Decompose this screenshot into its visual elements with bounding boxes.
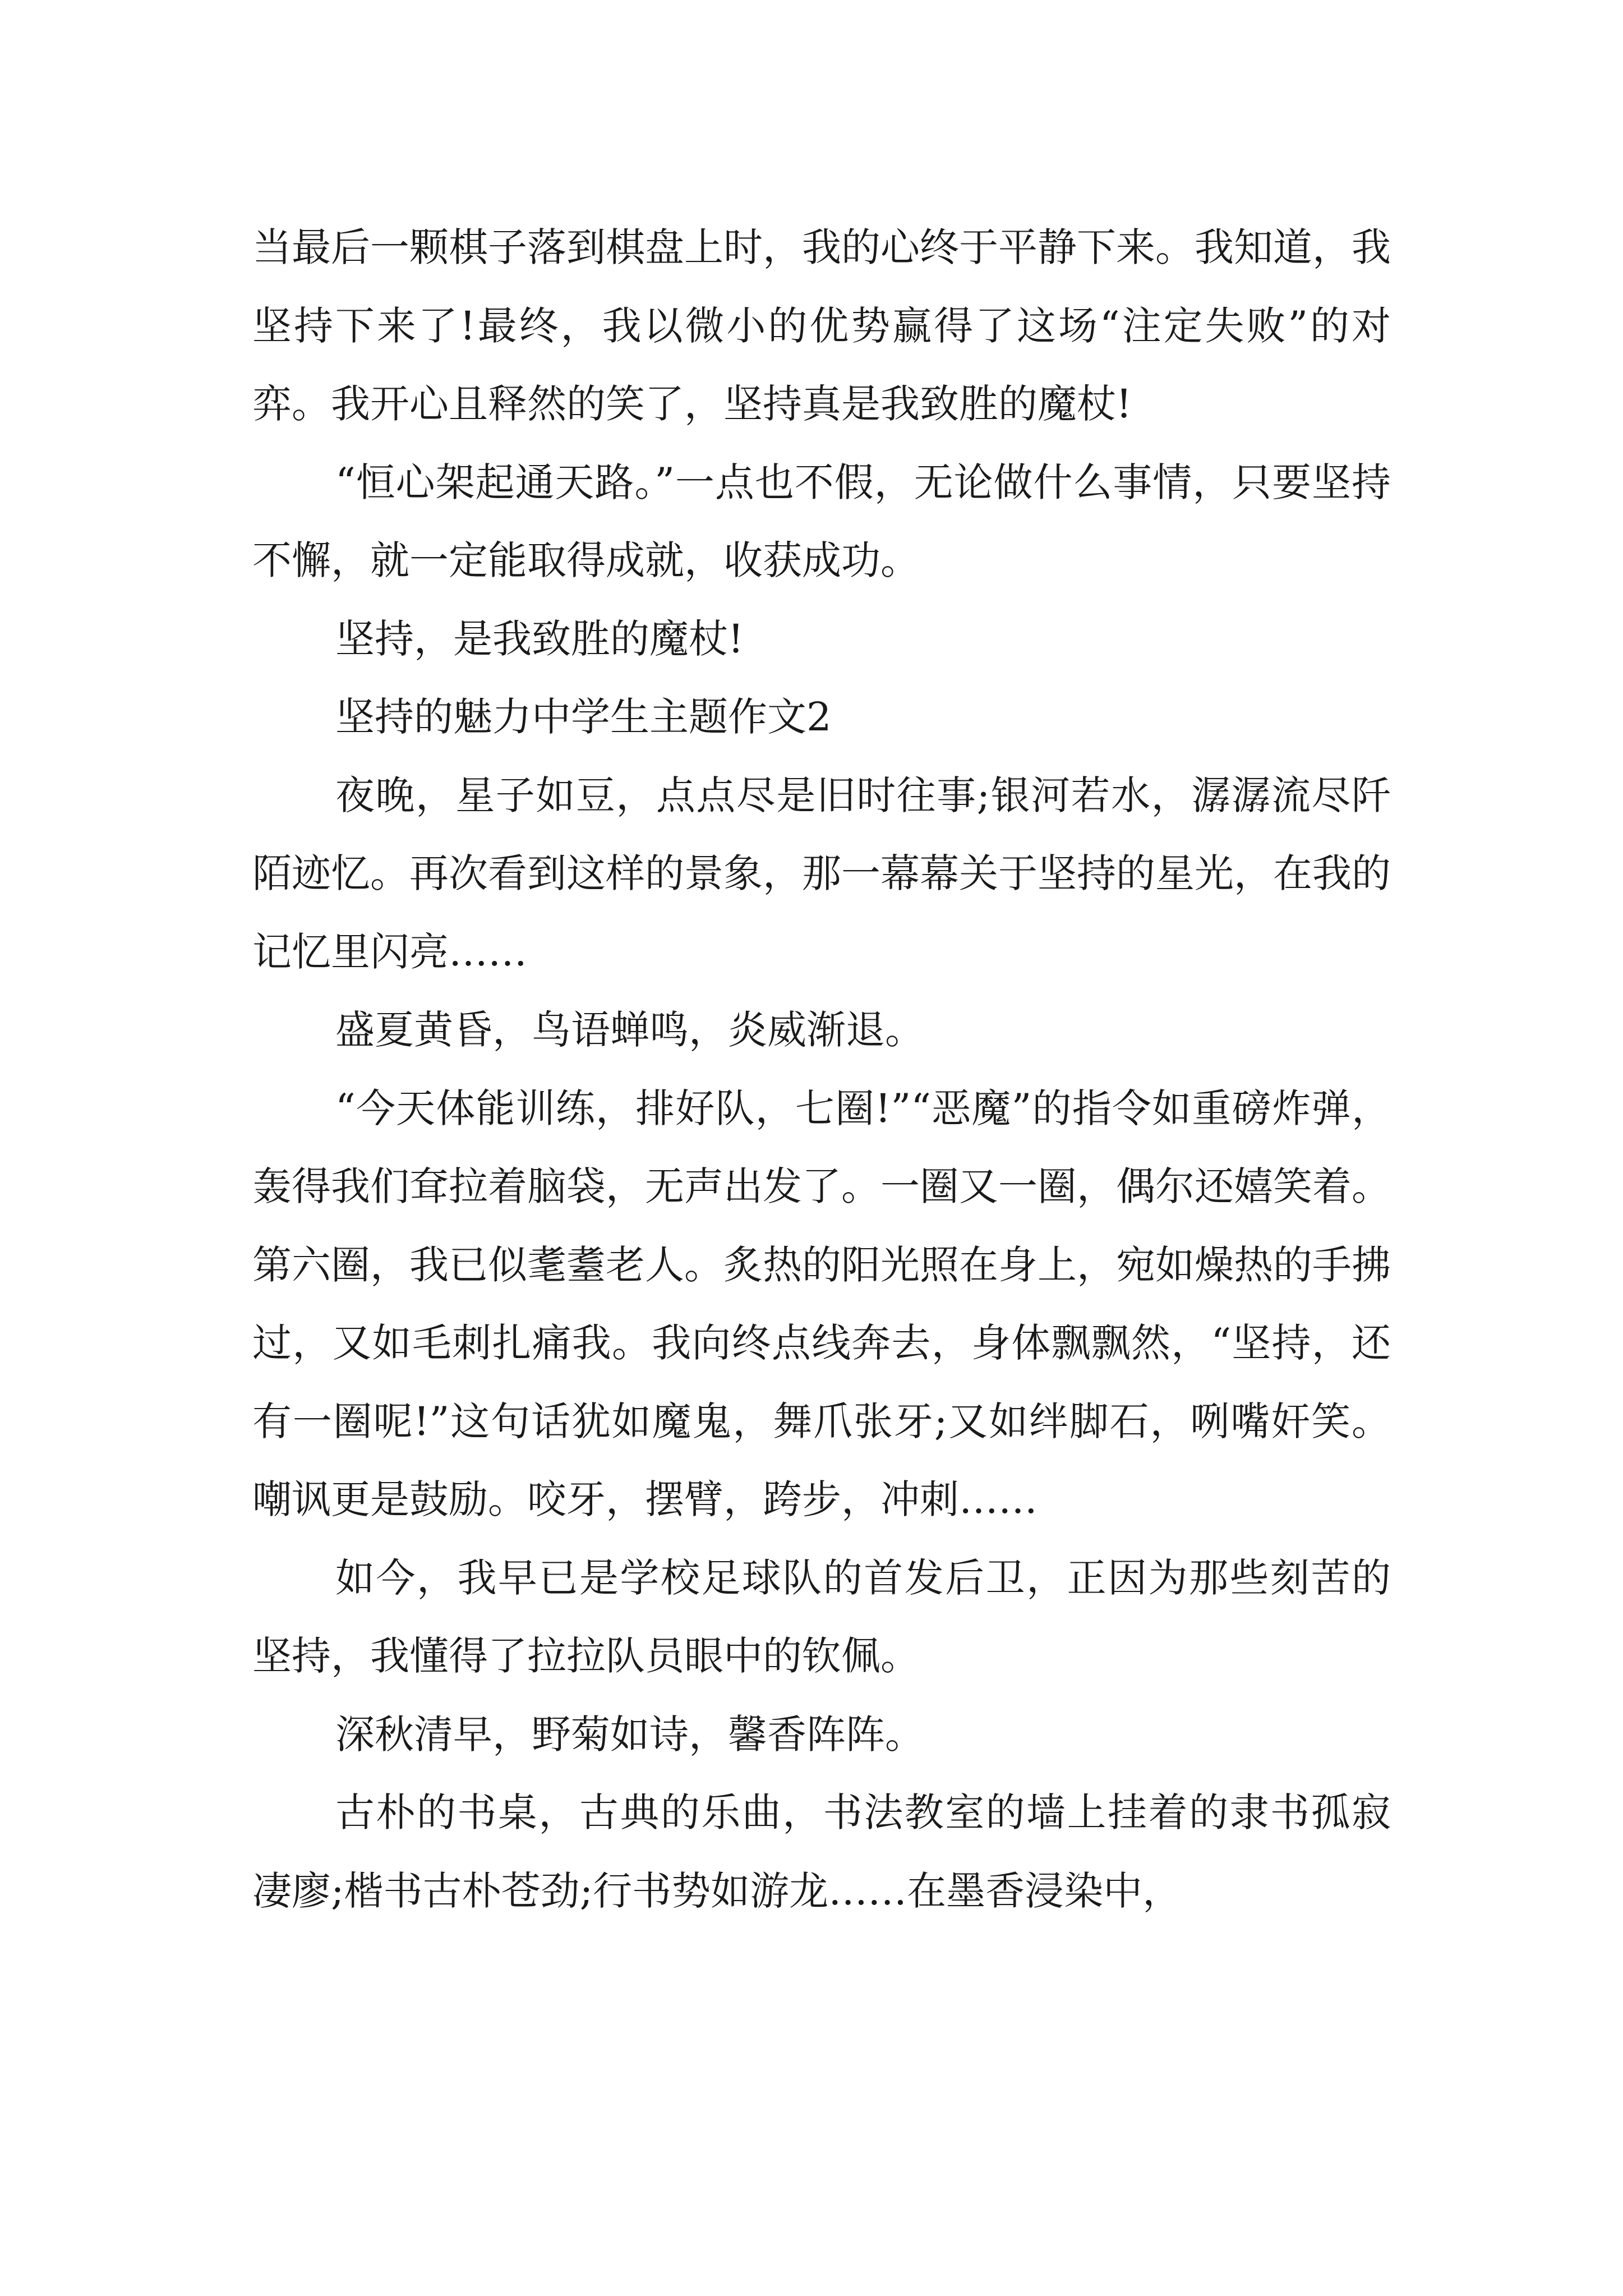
document-body (252, 209, 1391, 1930)
section-heading: 坚持的魅力中学生主题作文2 (335, 694, 832, 740)
paragraph: 当最后一颗棋子落到棋盘上时，我的心终于平静下来。我知道，我坚持下来了!最终，我以微小的优势赢得了这场“注定失败”的对弈。我开心且释然的笑了，坚持真是我致胜的魔杖! (252, 224, 1391, 427)
paragraph: “今天体能训练，排好队，七圈!”“恶魔”的指令如重磅炸弹，轰得我们耷拉着脑袋，无声出发了。一圈又一圈，偶尔还嬉笑着。第六圈，我已似耄耋老人。炙热的阳光照在身上，宛如燥热的手拂过，又如毛刺扎痛我。我向终点线奔去，身体飘飘然，“坚持，还有一圈呢!”这句话犹如魔鬼，舞爪张牙;又如绊脚石，咧嘴奸笑。嘲讽更是鼓励。咬牙，摆臂，跨步，冲刺…… (252, 1085, 1391, 1522)
paragraph: 坚持，是我致胜的魔杖! (335, 615, 744, 662)
paragraph: 深秋清早，野菊如诗，馨香阵阵。 (335, 1711, 924, 1757)
paragraph: 夜晚，星子如豆，点点尽是旧时往事;银河若水，潺潺流尽阡陌迹忆。再次看到这样的景象，那一幕幕关于坚持的星光，在我的记忆里闪亮…… (252, 772, 1391, 975)
paragraph: 盛夏黄昏，鸟语蝉鸣，炎威渐退。 (335, 1007, 924, 1053)
paragraph: “恒心架起通天路。”一点也不假，无论做什么事情，只要坚持不懈，就一定能取得成就，收获成功。 (252, 459, 1391, 583)
paragraph: 如今，我早已是学校足球队的首发后卫，正因为那些刻苦的坚持，我懂得了拉拉队员眼中的钦佩。 (252, 1554, 1391, 1679)
paragraph: 古朴的书桌，古典的乐曲，书法教室的墙上挂着的隶书孤寂凄廖;楷书古朴苍劲;行书势如游龙……在墨香浸染中， (252, 1789, 1391, 1914)
